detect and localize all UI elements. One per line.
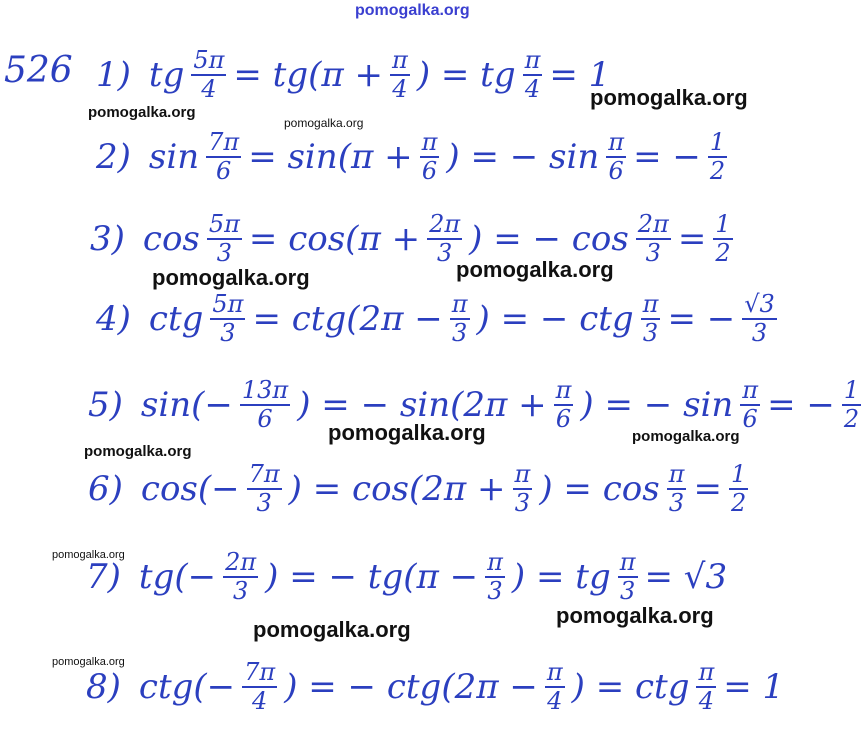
numerator: 1 [713, 212, 732, 240]
denominator: 3 [619, 577, 636, 606]
denominator: 6 [608, 157, 624, 186]
equation-line-8 [86, 660, 788, 714]
fraction [513, 462, 533, 516]
numerator: π [554, 378, 574, 406]
watermark: pomogalka.org [253, 617, 411, 642]
expression-text: = − [667, 299, 736, 340]
expression-text: ) = − tg(π − [265, 557, 479, 598]
expression-text: = [693, 469, 722, 510]
watermark: pomogalka.org [456, 257, 614, 282]
denominator: 6 [555, 405, 572, 434]
expression-text: = cos(π + [248, 219, 421, 260]
fraction [242, 660, 277, 714]
expression-text: ) = − sin [446, 137, 600, 178]
expression-text: = [677, 219, 707, 260]
expression-text: ) = − ctg(2π − [284, 667, 538, 708]
numerator: π [390, 48, 410, 76]
equation-line-2 [96, 130, 730, 184]
watermark: pomogalka.org [284, 116, 364, 130]
fraction [223, 550, 258, 604]
expression-text: ) = − sin [580, 385, 734, 426]
expression-text: ) = ctg [571, 667, 690, 708]
denominator: 3 [642, 319, 659, 348]
denominator: 4 [524, 75, 541, 104]
fraction [713, 212, 732, 266]
numerator: √3 [742, 292, 777, 320]
item-label: 4) [96, 299, 131, 340]
fraction [618, 550, 638, 604]
item-label: 6) [88, 469, 123, 510]
fraction [606, 130, 626, 184]
expression-text: tg [148, 55, 185, 96]
numerator: 7π [242, 660, 277, 688]
numerator: 1 [708, 130, 727, 158]
denominator: 3 [668, 489, 685, 518]
expression-text: ctg(− [138, 667, 236, 708]
expression-text: ) = tg [416, 55, 516, 96]
fraction [523, 48, 543, 102]
denominator: 6 [257, 405, 273, 434]
fraction [420, 130, 440, 184]
expression-text: sin [148, 137, 200, 178]
denominator: 3 [751, 319, 768, 348]
expression-text: ctg [148, 299, 204, 340]
fraction [207, 212, 242, 266]
expression-text: = 1 [549, 55, 611, 96]
watermark: pomogalka.org [328, 420, 486, 445]
denominator: 3 [514, 489, 531, 518]
item-label: 3) [90, 219, 125, 260]
expression-text: cos(− [140, 469, 240, 510]
item-label: 2) [96, 137, 131, 178]
denominator: 3 [232, 577, 249, 606]
watermark: pomogalka.org [632, 428, 740, 445]
denominator: 2 [715, 239, 731, 268]
fraction [240, 378, 290, 432]
numerator: 2π [427, 212, 462, 240]
denominator: 4 [392, 75, 408, 104]
numerator: π [523, 48, 543, 76]
fraction [667, 462, 687, 516]
expression-text: = ctg(2π − [252, 299, 443, 340]
equation-line-4 [96, 292, 780, 346]
fraction [740, 378, 760, 432]
numerator: 7π [247, 462, 282, 490]
watermark: pomogalka.org [590, 85, 748, 110]
equation-line-1 [96, 48, 614, 102]
fraction [554, 378, 574, 432]
equation-line-7 [86, 550, 731, 604]
numerator: π [740, 378, 760, 406]
denominator: 2 [843, 405, 860, 434]
expression-text: = √3 [644, 557, 728, 598]
denominator: 3 [220, 319, 236, 348]
numerator: 5π [207, 212, 242, 240]
watermark: pomogalka.org [52, 549, 125, 561]
expression-text: = sin(π + [248, 137, 413, 178]
fraction [708, 130, 727, 184]
numerator: 1 [842, 378, 861, 406]
item-label: 1) [96, 55, 131, 96]
denominator: 3 [645, 239, 661, 268]
fraction [842, 378, 861, 432]
fraction [206, 130, 241, 184]
watermark: pomogalka.org [88, 104, 196, 121]
denominator: 3 [452, 319, 468, 348]
fraction [636, 212, 671, 266]
denominator: 3 [487, 577, 503, 606]
fraction [696, 660, 716, 714]
numerator: 5π [210, 292, 245, 320]
denominator: 4 [698, 687, 715, 716]
numerator: 5π [191, 48, 226, 76]
problem-number: 526 [4, 50, 73, 91]
expression-text: tg(− [138, 557, 217, 598]
item-label: 7) [86, 557, 121, 598]
fraction [210, 292, 245, 346]
numerator: π [513, 462, 533, 490]
expression-text: = tg(π + [233, 55, 384, 96]
denominator: 3 [436, 239, 453, 268]
denominator: 3 [256, 489, 272, 518]
fraction [545, 660, 565, 714]
numerator: π [485, 550, 505, 578]
denominator: 4 [547, 687, 563, 716]
fraction [450, 292, 470, 346]
denominator: 6 [216, 157, 232, 186]
numerator: π [696, 660, 716, 688]
expression-text: = − [633, 137, 701, 178]
expression-text: ) = cos [539, 469, 660, 510]
denominator: 2 [730, 489, 747, 518]
numerator: 2π [223, 550, 258, 578]
denominator: 4 [201, 75, 217, 104]
expression-text: = − [767, 385, 835, 426]
expression-text: = 1 [723, 667, 785, 708]
watermark: pomogalka.org [84, 443, 192, 460]
watermark: pomogalka.org [52, 656, 125, 668]
equation-line-3 [90, 212, 736, 266]
expression-text: ) = − sin(2π + [297, 385, 547, 426]
denominator: 4 [252, 687, 268, 716]
numerator: 1 [729, 462, 748, 490]
fraction [742, 292, 777, 346]
header-site-link[interactable]: pomogalka.org [355, 2, 470, 19]
numerator: π [618, 550, 638, 578]
numerator: π [641, 292, 661, 320]
expression-text: ) = − cos [469, 219, 629, 260]
fraction [390, 48, 410, 102]
denominator: 3 [216, 239, 233, 268]
item-label: 5) [88, 385, 123, 426]
denominator: 6 [742, 405, 758, 434]
expression-text: ) = cos(2π + [288, 469, 506, 510]
item-label: 8) [86, 667, 121, 708]
expression-text: cos [142, 219, 200, 260]
numerator: π [450, 292, 470, 320]
numerator: 13π [240, 378, 290, 406]
expression-text: ) = − ctg [476, 299, 634, 340]
denominator: 6 [421, 157, 438, 186]
numerator: π [667, 462, 687, 490]
expression-text: ) = tg [511, 557, 611, 598]
fraction [191, 48, 226, 102]
expression-text: sin(− [140, 385, 233, 426]
fraction [485, 550, 505, 604]
fraction [247, 462, 282, 516]
watermark: pomogalka.org [152, 265, 310, 290]
fraction [641, 292, 661, 346]
numerator: π [545, 660, 565, 688]
watermark: pomogalka.org [556, 603, 714, 628]
numerator: 7π [206, 130, 241, 158]
fraction [729, 462, 748, 516]
equation-line-6 [88, 462, 751, 516]
denominator: 2 [709, 157, 726, 186]
numerator: 2π [636, 212, 671, 240]
numerator: π [420, 130, 440, 158]
numerator: π [606, 130, 626, 158]
